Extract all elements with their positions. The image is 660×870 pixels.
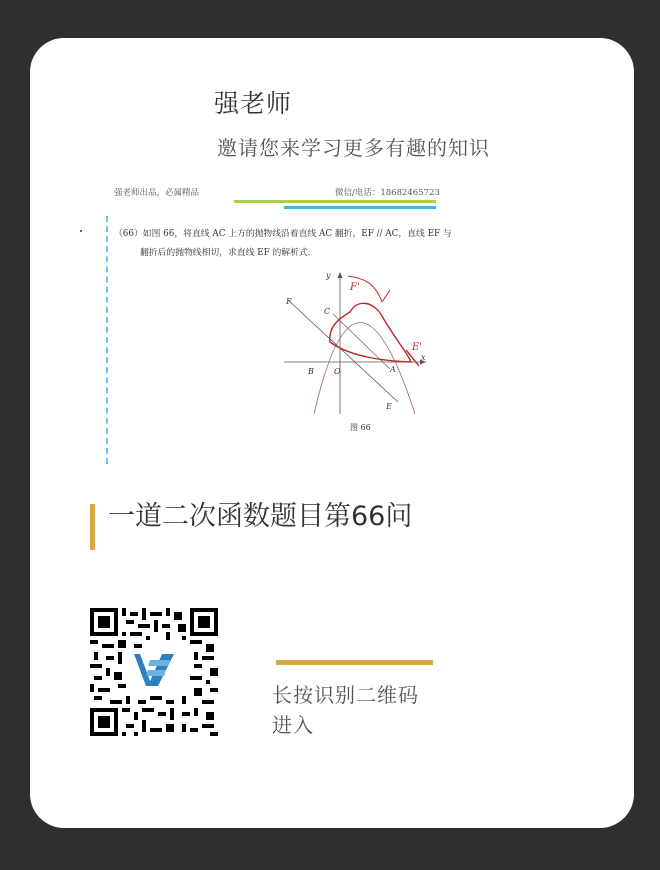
label-e-prime: E'	[412, 342, 423, 353]
document-header-left: 强老师出品，必属精品	[114, 188, 200, 198]
author-name: 强老师	[214, 89, 293, 118]
label-b: B	[308, 367, 314, 376]
label-x: x	[421, 353, 426, 362]
qr-caption-line-2: 进入	[272, 713, 314, 737]
margin-dot	[80, 230, 82, 232]
qr-caption	[272, 680, 452, 740]
caption-accent-bar	[276, 660, 433, 665]
label-f-prime: F'	[350, 282, 360, 293]
tangent-upper-tick	[382, 290, 390, 302]
label-y: y	[326, 271, 331, 280]
math-figure-66	[278, 266, 438, 436]
invite-text: 邀请您来学习更多有趣的知识	[217, 136, 490, 160]
y-axis-arrow	[338, 272, 343, 278]
qr-caption-line-1: 长按识别二维码	[272, 683, 419, 707]
title-accent-bar	[90, 504, 95, 550]
question-text-line-1: （66）如图 66，将直线 AC 上方的抛物线沿着直线 AC 翻折，EF // AC，直线 EF 与	[114, 229, 452, 239]
question-text-line-2: 翻折后的抛物线相切，求直线 EF 的解析式.	[140, 248, 311, 258]
label-f: F	[286, 297, 292, 306]
label-a: A	[390, 365, 396, 374]
margin-dashed-line	[106, 216, 108, 464]
qr-code-icon[interactable]	[90, 608, 218, 736]
label-c: C	[324, 307, 331, 316]
share-card	[30, 38, 634, 828]
document-header-right: 微信/电话：18682465723	[335, 188, 440, 198]
post-title: 一道二次函数题目第66问	[108, 501, 413, 532]
label-o: O	[334, 367, 341, 376]
green-accent-bar	[234, 200, 436, 203]
original-parabola	[314, 323, 415, 415]
folded-parabola-sketch	[330, 303, 411, 362]
label-e: E	[386, 402, 392, 411]
blue-accent-bar	[284, 206, 436, 209]
figure-caption: 图 66	[350, 423, 371, 432]
